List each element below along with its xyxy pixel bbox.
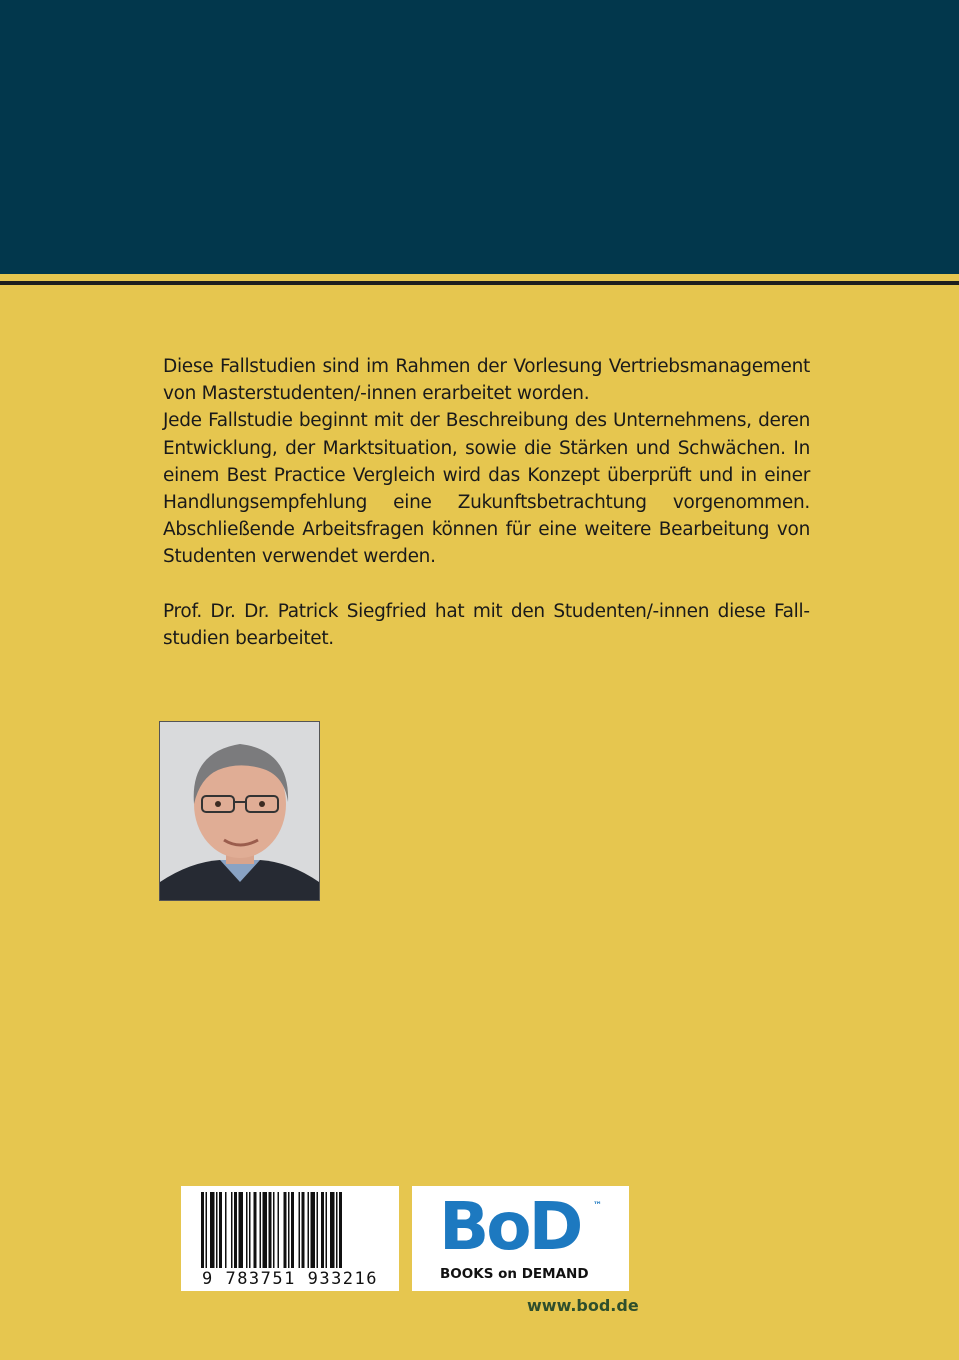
- barcode-bar: [308, 1192, 310, 1268]
- barcode-bar: [234, 1192, 237, 1268]
- band-divider: [0, 281, 959, 285]
- isbn-barcode: [181, 1186, 399, 1291]
- barcode-bar: [326, 1192, 328, 1268]
- blurb-paragraph-3: Prof. Dr. Dr. Patrick Siegfried hat mit den Studenten/-innen diese Fallstudien bearbeitet.: [163, 600, 810, 649]
- author-photo: [159, 721, 320, 901]
- barcode-bar: [263, 1192, 268, 1268]
- back-cover-blurb: [163, 353, 810, 652]
- barcode-bar: [273, 1192, 275, 1268]
- blurb-paragraph-1: Diese Fallstudien sind im Rahmen der Vorlesung Vertriebsmanagement von Masterstudenten/-innen erarbeitet worden.: [163, 356, 810, 405]
- barcode-bar: [249, 1192, 251, 1268]
- trademark-mark: ™: [593, 1201, 602, 1211]
- top-color-band: [0, 0, 959, 274]
- barcode-bar: [201, 1192, 204, 1268]
- barcode-bar: [269, 1192, 272, 1268]
- barcode-bar: [336, 1192, 338, 1268]
- barcode-bars: [181, 1186, 399, 1270]
- barcode-bar: [219, 1192, 222, 1268]
- publisher-url[interactable]: www.bod.de: [527, 1296, 639, 1315]
- author-portrait-illustration: [160, 722, 319, 900]
- barcode-bar: [278, 1192, 280, 1268]
- barcode-bar: [231, 1192, 233, 1268]
- barcode-bar: [216, 1192, 218, 1268]
- publisher-logo-box: [412, 1186, 629, 1291]
- barcode-bar: [317, 1192, 319, 1268]
- barcode-bar: [299, 1192, 301, 1268]
- barcode-bar: [311, 1192, 316, 1268]
- barcode-bar: [246, 1192, 248, 1268]
- publisher-logo: BoD: [439, 1188, 581, 1265]
- isbn-number: 9 783751 933216: [201, 1269, 379, 1289]
- publisher-tagline: BOOKS on DEMAND: [440, 1266, 589, 1282]
- barcode-bar: [302, 1192, 305, 1268]
- barcode-bar: [291, 1192, 294, 1268]
- barcode-bar: [239, 1192, 244, 1268]
- barcode-bar: [284, 1192, 287, 1268]
- blurb-paragraph-2: Jede Fallstudie beginnt mit der Beschreibung des Unternehmens, deren Entwicklung, der Marktsituation, sowie die Stärken und Schwächen. In einem Best Practice Vergleich wird das Konzept überprüft und in einer Handlungsempfehlung eine Zukunftsbetrachtung vorgenommen. Abschließende Arbeitsfragen können für eine weitere Bearbeitung von Studenten verwendet werden.: [163, 410, 810, 568]
- barcode-bar: [339, 1192, 342, 1268]
- barcode-bar: [254, 1192, 257, 1268]
- band-stripe: [0, 274, 959, 281]
- barcode-bar: [206, 1192, 208, 1268]
- barcode-bar: [321, 1192, 324, 1268]
- barcode-bar: [330, 1192, 335, 1268]
- barcode-bar: [288, 1192, 290, 1268]
- barcode-bar: [260, 1192, 262, 1268]
- barcode-bar: [210, 1192, 215, 1268]
- barcode-bar: [225, 1192, 227, 1268]
